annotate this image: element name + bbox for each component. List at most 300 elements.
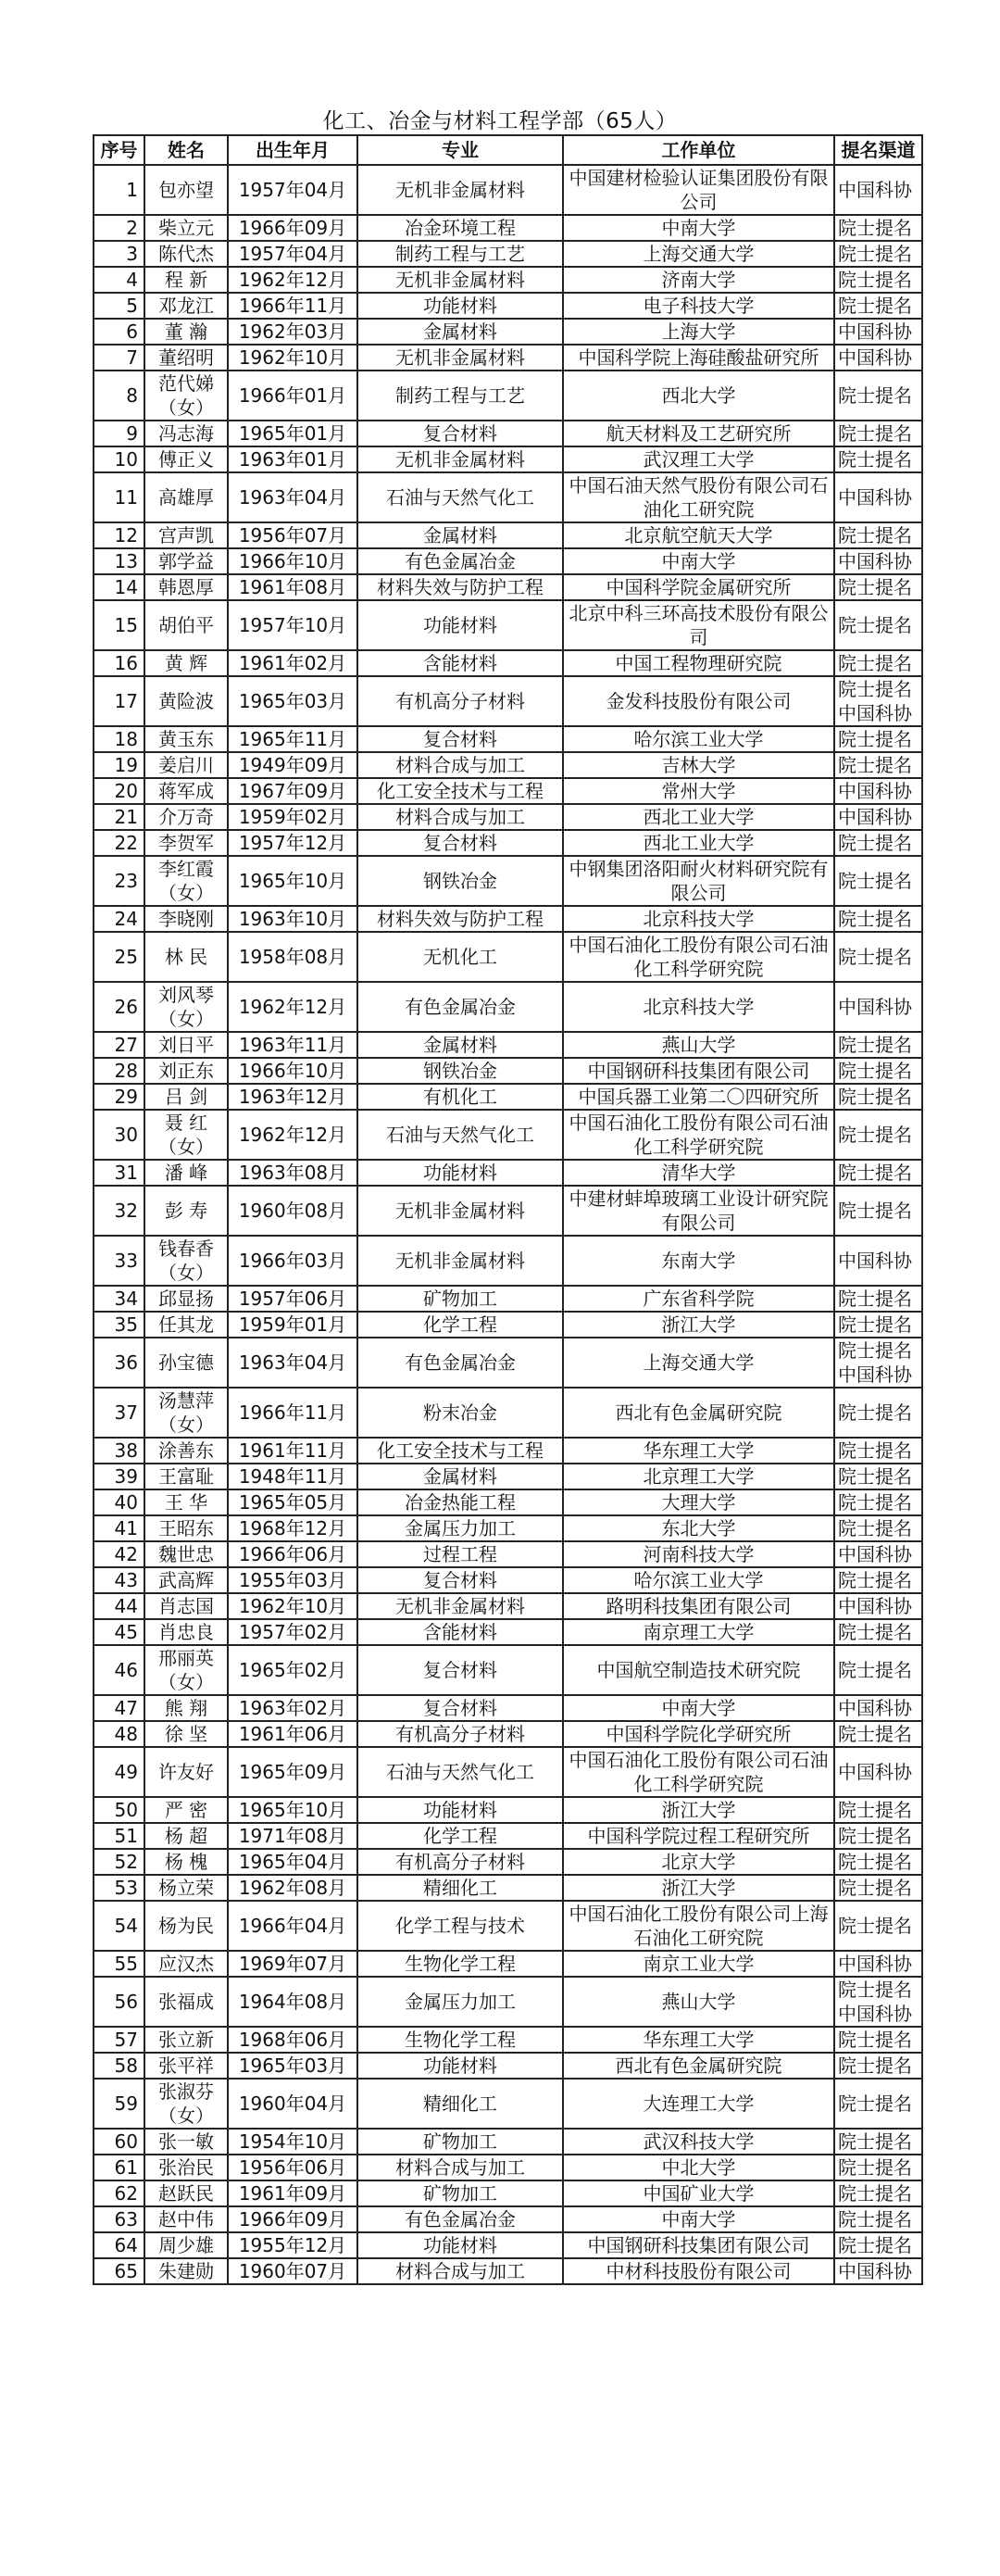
cell-major: 含能材料 <box>357 1619 563 1645</box>
cell-name: 黄玉东 <box>144 726 228 752</box>
cell-major: 复合材料 <box>357 1645 563 1695</box>
cell-channel: 院士提名 <box>834 522 922 548</box>
cell-major: 石油与天然气化工 <box>357 1110 563 1160</box>
cell-channel: 院士提名 <box>834 1438 922 1464</box>
cell-major: 功能材料 <box>357 2053 563 2079</box>
cell-name: 王 华 <box>144 1489 228 1515</box>
table-row <box>94 1312 922 1338</box>
cell-major: 生物化学工程 <box>357 2027 563 2053</box>
cell-major: 功能材料 <box>357 600 563 650</box>
table-row <box>94 548 922 574</box>
cell-channel: 院士提名 <box>834 1388 922 1438</box>
cell-no: 50 <box>94 1797 144 1823</box>
cell-channel: 院士提名 <box>834 1515 922 1541</box>
cell-channel: 院士提名 <box>834 1464 922 1489</box>
cell-name: 孙宝德 <box>144 1338 228 1388</box>
cell-name: 董 瀚 <box>144 319 228 345</box>
cell-no: 25 <box>94 932 144 982</box>
cell-birth: 1965年11月 <box>228 726 357 752</box>
table-row <box>94 241 922 267</box>
cell-major: 精细化工 <box>357 1875 563 1901</box>
cell-major: 含能材料 <box>357 650 563 676</box>
cell-major: 无机非金属材料 <box>357 267 563 293</box>
cell-channel: 中国科协 <box>834 2258 922 2284</box>
cell-unit: 大连理工大学 <box>563 2079 834 2129</box>
cell-unit: 中材科技股份有限公司 <box>563 2258 834 2284</box>
cell-major: 功能材料 <box>357 1797 563 1823</box>
cell-birth: 1965年10月 <box>228 1797 357 1823</box>
cell-birth: 1956年06月 <box>228 2155 357 2180</box>
cell-birth: 1962年12月 <box>228 267 357 293</box>
table-row <box>94 1849 922 1875</box>
table-row <box>94 2129 922 2155</box>
table-row <box>94 1797 922 1823</box>
cell-no: 48 <box>94 1721 144 1747</box>
cell-unit: 北京理工大学 <box>563 1464 834 1489</box>
cell-channel: 院士提名 <box>834 2027 922 2053</box>
cell-channel: 中国科协 <box>834 1951 922 1977</box>
cell-birth: 1966年01月 <box>228 371 357 421</box>
table-row <box>94 726 922 752</box>
cell-birth: 1966年10月 <box>228 1058 357 1084</box>
cell-no: 5 <box>94 293 144 319</box>
cell-name: 潘 峰 <box>144 1160 228 1186</box>
cell-no: 1 <box>94 165 144 215</box>
cell-channel: 中国科协 <box>834 345 922 371</box>
cell-major: 材料失效与防护工程 <box>357 906 563 932</box>
cell-unit: 南京理工大学 <box>563 1619 834 1645</box>
cell-no: 46 <box>94 1645 144 1695</box>
cell-no: 47 <box>94 1695 144 1721</box>
cell-name: 杨为民 <box>144 1901 228 1951</box>
cell-no: 30 <box>94 1110 144 1160</box>
cell-birth: 1962年10月 <box>228 345 357 371</box>
table-row <box>94 1236 922 1286</box>
cell-unit: 中国石油天然气股份有限公司石油化工研究院 <box>563 472 834 522</box>
cell-unit: 中国科学院金属研究所 <box>563 574 834 600</box>
cell-major: 有机高分子材料 <box>357 1721 563 1747</box>
cell-name: 肖忠良 <box>144 1619 228 1645</box>
cell-no: 32 <box>94 1186 144 1236</box>
cell-major: 复合材料 <box>357 726 563 752</box>
cell-channel: 院士提名 <box>834 726 922 752</box>
table-row <box>94 421 922 446</box>
cell-major: 金属压力加工 <box>357 1977 563 2027</box>
cell-major: 钢铁冶金 <box>357 856 563 906</box>
cell-birth: 1968年06月 <box>228 2027 357 2053</box>
cell-channel: 院士提名 <box>834 1875 922 1901</box>
table-row <box>94 2180 922 2206</box>
cell-no: 55 <box>94 1951 144 1977</box>
cell-major: 冶金环境工程 <box>357 215 563 241</box>
cell-birth: 1961年09月 <box>228 2180 357 2206</box>
cell-name: 黄 辉 <box>144 650 228 676</box>
cell-major: 化学工程与技术 <box>357 1901 563 1951</box>
cell-birth: 1962年03月 <box>228 319 357 345</box>
cell-name: 程 新 <box>144 267 228 293</box>
cell-no: 51 <box>94 1823 144 1849</box>
cell-name: 涂善东 <box>144 1438 228 1464</box>
cell-unit: 清华大学 <box>563 1160 834 1186</box>
cell-birth: 1966年03月 <box>228 1236 357 1286</box>
cell-no: 56 <box>94 1977 144 2027</box>
cell-channel: 院士提名 <box>834 1645 922 1695</box>
cell-no: 28 <box>94 1058 144 1084</box>
cell-name: 宫声凯 <box>144 522 228 548</box>
cell-birth: 1949年09月 <box>228 752 357 778</box>
cell-no: 43 <box>94 1567 144 1593</box>
cell-no: 54 <box>94 1901 144 1951</box>
cell-channel: 院士提名 <box>834 2180 922 2206</box>
cell-major: 材料失效与防护工程 <box>357 574 563 600</box>
cell-birth: 1961年02月 <box>228 650 357 676</box>
table-row <box>94 165 922 215</box>
table-row <box>94 752 922 778</box>
cell-major: 功能材料 <box>357 2232 563 2258</box>
cell-no: 40 <box>94 1489 144 1515</box>
table-row <box>94 345 922 371</box>
cell-channel: 院士提名 <box>834 267 922 293</box>
table-row <box>94 1721 922 1747</box>
cell-no: 31 <box>94 1160 144 1186</box>
cell-name: 刘正东 <box>144 1058 228 1084</box>
cell-birth: 1957年10月 <box>228 600 357 650</box>
cell-no: 3 <box>94 241 144 267</box>
cell-birth: 1959年02月 <box>228 804 357 830</box>
cell-unit: 东北大学 <box>563 1515 834 1541</box>
cell-unit: 中国科学院化学研究所 <box>563 1721 834 1747</box>
table-row <box>94 1489 922 1515</box>
cell-name: 严 密 <box>144 1797 228 1823</box>
table-row <box>94 1464 922 1489</box>
cell-name: 周少雄 <box>144 2232 228 2258</box>
table-row <box>94 2232 922 2258</box>
cell-unit: 西北工业大学 <box>563 830 834 856</box>
cell-name: 柴立元 <box>144 215 228 241</box>
cell-name: 胡伯平 <box>144 600 228 650</box>
cell-no: 16 <box>94 650 144 676</box>
header-no: 序号 <box>94 135 144 165</box>
cell-unit: 路明科技集团有限公司 <box>563 1593 834 1619</box>
cell-name: 赵中伟 <box>144 2206 228 2232</box>
cell-no: 26 <box>94 982 144 1032</box>
cell-unit: 电子科技大学 <box>563 293 834 319</box>
cell-channel: 院士提名 <box>834 371 922 421</box>
cell-birth: 1957年02月 <box>228 1619 357 1645</box>
table-row <box>94 2155 922 2180</box>
cell-birth: 1948年11月 <box>228 1464 357 1489</box>
cell-channel: 院士提名 中国科协 <box>834 1977 922 2027</box>
cell-birth: 1963年01月 <box>228 446 357 472</box>
table-row <box>94 650 922 676</box>
cell-name: 王富耻 <box>144 1464 228 1489</box>
cell-channel: 院士提名 <box>834 650 922 676</box>
cell-name: 高雄厚 <box>144 472 228 522</box>
cell-unit: 中南大学 <box>563 2206 834 2232</box>
table-row <box>94 1186 922 1236</box>
cell-birth: 1963年10月 <box>228 906 357 932</box>
header-birth: 出生年月 <box>228 135 357 165</box>
cell-channel: 院士提名 <box>834 2129 922 2155</box>
cell-birth: 1966年06月 <box>228 1541 357 1567</box>
cell-unit: 中国石油化工股份有限公司石油化工科学研究院 <box>563 932 834 982</box>
cell-birth: 1963年08月 <box>228 1160 357 1186</box>
cell-unit: 华东理工大学 <box>563 2027 834 2053</box>
cell-major: 冶金热能工程 <box>357 1489 563 1515</box>
cell-channel: 院士提名 <box>834 2053 922 2079</box>
cell-channel: 中国科协 <box>834 548 922 574</box>
cell-unit: 哈尔滨工业大学 <box>563 1567 834 1593</box>
table-row <box>94 906 922 932</box>
cell-major: 金属材料 <box>357 1032 563 1058</box>
table-row <box>94 1593 922 1619</box>
cell-channel: 院士提名 <box>834 241 922 267</box>
table-row <box>94 2206 922 2232</box>
cell-major: 粉末冶金 <box>357 1388 563 1438</box>
cell-unit: 浙江大学 <box>563 1312 834 1338</box>
table-row <box>94 982 922 1032</box>
cell-major: 有机高分子材料 <box>357 676 563 726</box>
cell-unit: 燕山大学 <box>563 1977 834 2027</box>
cell-no: 33 <box>94 1236 144 1286</box>
table-row <box>94 1515 922 1541</box>
page-title: 化工、冶金与材料工程学部（65人） <box>322 109 678 133</box>
table-row <box>94 600 922 650</box>
cell-no: 18 <box>94 726 144 752</box>
cell-birth: 1967年09月 <box>228 778 357 804</box>
cell-no: 2 <box>94 215 144 241</box>
table-row <box>94 778 922 804</box>
cell-channel: 中国科协 <box>834 778 922 804</box>
cell-unit: 中国石油化工股份有限公司上海石油化工研究院 <box>563 1901 834 1951</box>
cell-major: 过程工程 <box>357 1541 563 1567</box>
cell-major: 复合材料 <box>357 421 563 446</box>
cell-birth: 1960年07月 <box>228 2258 357 2284</box>
table-row <box>94 1567 922 1593</box>
cell-major: 功能材料 <box>357 1160 563 1186</box>
cell-birth: 1962年12月 <box>228 1110 357 1160</box>
cell-channel: 院士提名 <box>834 1823 922 1849</box>
cell-unit: 西北大学 <box>563 371 834 421</box>
cell-major: 无机非金属材料 <box>357 1593 563 1619</box>
cell-unit: 广东省科学院 <box>563 1286 834 1312</box>
table-row <box>94 830 922 856</box>
cell-unit: 北京科技大学 <box>563 906 834 932</box>
cell-birth: 1966年11月 <box>228 1388 357 1438</box>
cell-name: 李红霞（女） <box>144 856 228 906</box>
cell-name: 杨立荣 <box>144 1875 228 1901</box>
cell-birth: 1966年11月 <box>228 293 357 319</box>
table-row <box>94 2027 922 2053</box>
cell-name: 武高辉 <box>144 1567 228 1593</box>
cell-birth: 1963年04月 <box>228 472 357 522</box>
cell-unit: 北京科技大学 <box>563 982 834 1032</box>
table-row <box>94 1160 922 1186</box>
cell-no: 12 <box>94 522 144 548</box>
cell-channel: 院士提名 <box>834 856 922 906</box>
cell-no: 20 <box>94 778 144 804</box>
cell-birth: 1965年05月 <box>228 1489 357 1515</box>
table-row <box>94 1110 922 1160</box>
cell-no: 38 <box>94 1438 144 1464</box>
cell-name: 杨 槐 <box>144 1849 228 1875</box>
cell-major: 无机化工 <box>357 932 563 982</box>
cell-unit: 北京航空航天大学 <box>563 522 834 548</box>
cell-unit: 中钢集团洛阳耐火材料研究院有限公司 <box>563 856 834 906</box>
cell-unit: 中国科学院上海硅酸盐研究所 <box>563 345 834 371</box>
cell-no: 57 <box>94 2027 144 2053</box>
cell-channel: 院士提名 <box>834 1286 922 1312</box>
table-row <box>94 1977 922 2027</box>
cell-name: 杨 超 <box>144 1823 228 1849</box>
cell-channel: 院士提名 <box>834 932 922 982</box>
cell-name: 张淑芬（女） <box>144 2079 228 2129</box>
table-row <box>94 1951 922 1977</box>
cell-channel: 中国科协 <box>834 1747 922 1797</box>
cell-name: 徐 坚 <box>144 1721 228 1747</box>
table-row <box>94 932 922 982</box>
cell-unit: 常州大学 <box>563 778 834 804</box>
cell-birth: 1966年04月 <box>228 1901 357 1951</box>
cell-major: 金属压力加工 <box>357 1515 563 1541</box>
cell-channel: 院士提名 <box>834 1619 922 1645</box>
cell-no: 39 <box>94 1464 144 1489</box>
cell-major: 有色金属冶金 <box>357 2206 563 2232</box>
cell-unit: 南京工业大学 <box>563 1951 834 1977</box>
cell-unit: 中南大学 <box>563 548 834 574</box>
cell-channel: 院士提名 <box>834 1110 922 1160</box>
cell-channel: 中国科协 <box>834 982 922 1032</box>
cell-no: 62 <box>94 2180 144 2206</box>
table-row <box>94 2258 922 2284</box>
cell-birth: 1966年09月 <box>228 215 357 241</box>
cell-channel: 中国科协 <box>834 804 922 830</box>
cell-major: 功能材料 <box>357 293 563 319</box>
cell-unit: 中国工程物理研究院 <box>563 650 834 676</box>
cell-name: 陈代杰 <box>144 241 228 267</box>
cell-unit: 上海大学 <box>563 319 834 345</box>
table-row <box>94 522 922 548</box>
cell-major: 材料合成与加工 <box>357 2155 563 2180</box>
cell-birth: 1960年04月 <box>228 2079 357 2129</box>
cell-no: 41 <box>94 1515 144 1541</box>
cell-no: 58 <box>94 2053 144 2079</box>
cell-major: 矿物加工 <box>357 1286 563 1312</box>
cell-no: 44 <box>94 1593 144 1619</box>
cell-no: 53 <box>94 1875 144 1901</box>
cell-name: 汤慧萍（女） <box>144 1388 228 1438</box>
table-row <box>94 1032 922 1058</box>
cell-birth: 1955年03月 <box>228 1567 357 1593</box>
cell-no: 19 <box>94 752 144 778</box>
cell-unit: 中国钢研科技集团有限公司 <box>563 2232 834 2258</box>
table-row <box>94 1645 922 1695</box>
cell-channel: 院士提名 <box>834 830 922 856</box>
cell-no: 64 <box>94 2232 144 2258</box>
cell-birth: 1963年02月 <box>228 1695 357 1721</box>
cell-name: 李晓刚 <box>144 906 228 932</box>
cell-no: 42 <box>94 1541 144 1567</box>
cell-major: 化学工程 <box>357 1312 563 1338</box>
table-row <box>94 1084 922 1110</box>
table-row <box>94 293 922 319</box>
cell-no: 22 <box>94 830 144 856</box>
cell-channel: 院士提名 <box>834 1849 922 1875</box>
cell-major: 材料合成与加工 <box>357 804 563 830</box>
cell-name: 彭 寿 <box>144 1186 228 1236</box>
table-row <box>94 267 922 293</box>
cell-channel: 院士提名 <box>834 2206 922 2232</box>
cell-unit: 北京中科三环高技术股份有限公司 <box>563 600 834 650</box>
table-row <box>94 1541 922 1567</box>
cell-unit: 中南大学 <box>563 215 834 241</box>
table-body <box>94 165 922 2284</box>
cell-major: 复合材料 <box>357 1695 563 1721</box>
cell-birth: 1965年03月 <box>228 2053 357 2079</box>
cell-name: 刘风琴（女） <box>144 982 228 1032</box>
cell-name: 李贺军 <box>144 830 228 856</box>
cell-no: 7 <box>94 345 144 371</box>
cell-unit: 浙江大学 <box>563 1797 834 1823</box>
cell-name: 刘日平 <box>144 1032 228 1058</box>
cell-no: 4 <box>94 267 144 293</box>
cell-birth: 1964年08月 <box>228 1977 357 2027</box>
cell-channel: 院士提名 <box>834 1797 922 1823</box>
cell-unit: 中北大学 <box>563 2155 834 2180</box>
cell-unit: 华东理工大学 <box>563 1438 834 1464</box>
table-row <box>94 1823 922 1849</box>
cell-unit: 中国科学院过程工程研究所 <box>563 1823 834 1849</box>
cell-channel: 院士提名 <box>834 1032 922 1058</box>
cell-name: 吕 剑 <box>144 1084 228 1110</box>
cell-name: 韩恩厚 <box>144 574 228 600</box>
cell-no: 8 <box>94 371 144 421</box>
cell-major: 材料合成与加工 <box>357 2258 563 2284</box>
cell-channel: 院士提名 <box>834 906 922 932</box>
cell-channel: 中国科协 <box>834 319 922 345</box>
cell-no: 59 <box>94 2079 144 2129</box>
cell-major: 无机非金属材料 <box>357 446 563 472</box>
cell-name: 应汉杰 <box>144 1951 228 1977</box>
cell-major: 有机化工 <box>357 1084 563 1110</box>
cell-name: 冯志海 <box>144 421 228 446</box>
cell-birth: 1962年08月 <box>228 1875 357 1901</box>
cell-major: 生物化学工程 <box>357 1951 563 1977</box>
cell-major: 制药工程与工艺 <box>357 371 563 421</box>
cell-name: 任其龙 <box>144 1312 228 1338</box>
cell-no: 9 <box>94 421 144 446</box>
table-row <box>94 856 922 906</box>
cell-name: 张福成 <box>144 1977 228 2027</box>
cell-channel: 院士提名 <box>834 1567 922 1593</box>
cell-major: 有色金属冶金 <box>357 548 563 574</box>
cell-channel: 院士提名 <box>834 1901 922 1951</box>
table-row <box>94 1695 922 1721</box>
header-name: 姓名 <box>144 135 228 165</box>
cell-name: 范代娣（女） <box>144 371 228 421</box>
cell-birth: 1963年11月 <box>228 1032 357 1058</box>
cell-no: 45 <box>94 1619 144 1645</box>
nominee-table <box>93 134 923 2285</box>
cell-birth: 1961年11月 <box>228 1438 357 1464</box>
cell-unit: 西北工业大学 <box>563 804 834 830</box>
table-row <box>94 2079 922 2129</box>
cell-channel: 院士提名 <box>834 1186 922 1236</box>
cell-no: 65 <box>94 2258 144 2284</box>
cell-channel: 院士提名 <box>834 1312 922 1338</box>
cell-unit: 中国兵器工业第二〇四研究所 <box>563 1084 834 1110</box>
cell-unit: 东南大学 <box>563 1236 834 1286</box>
